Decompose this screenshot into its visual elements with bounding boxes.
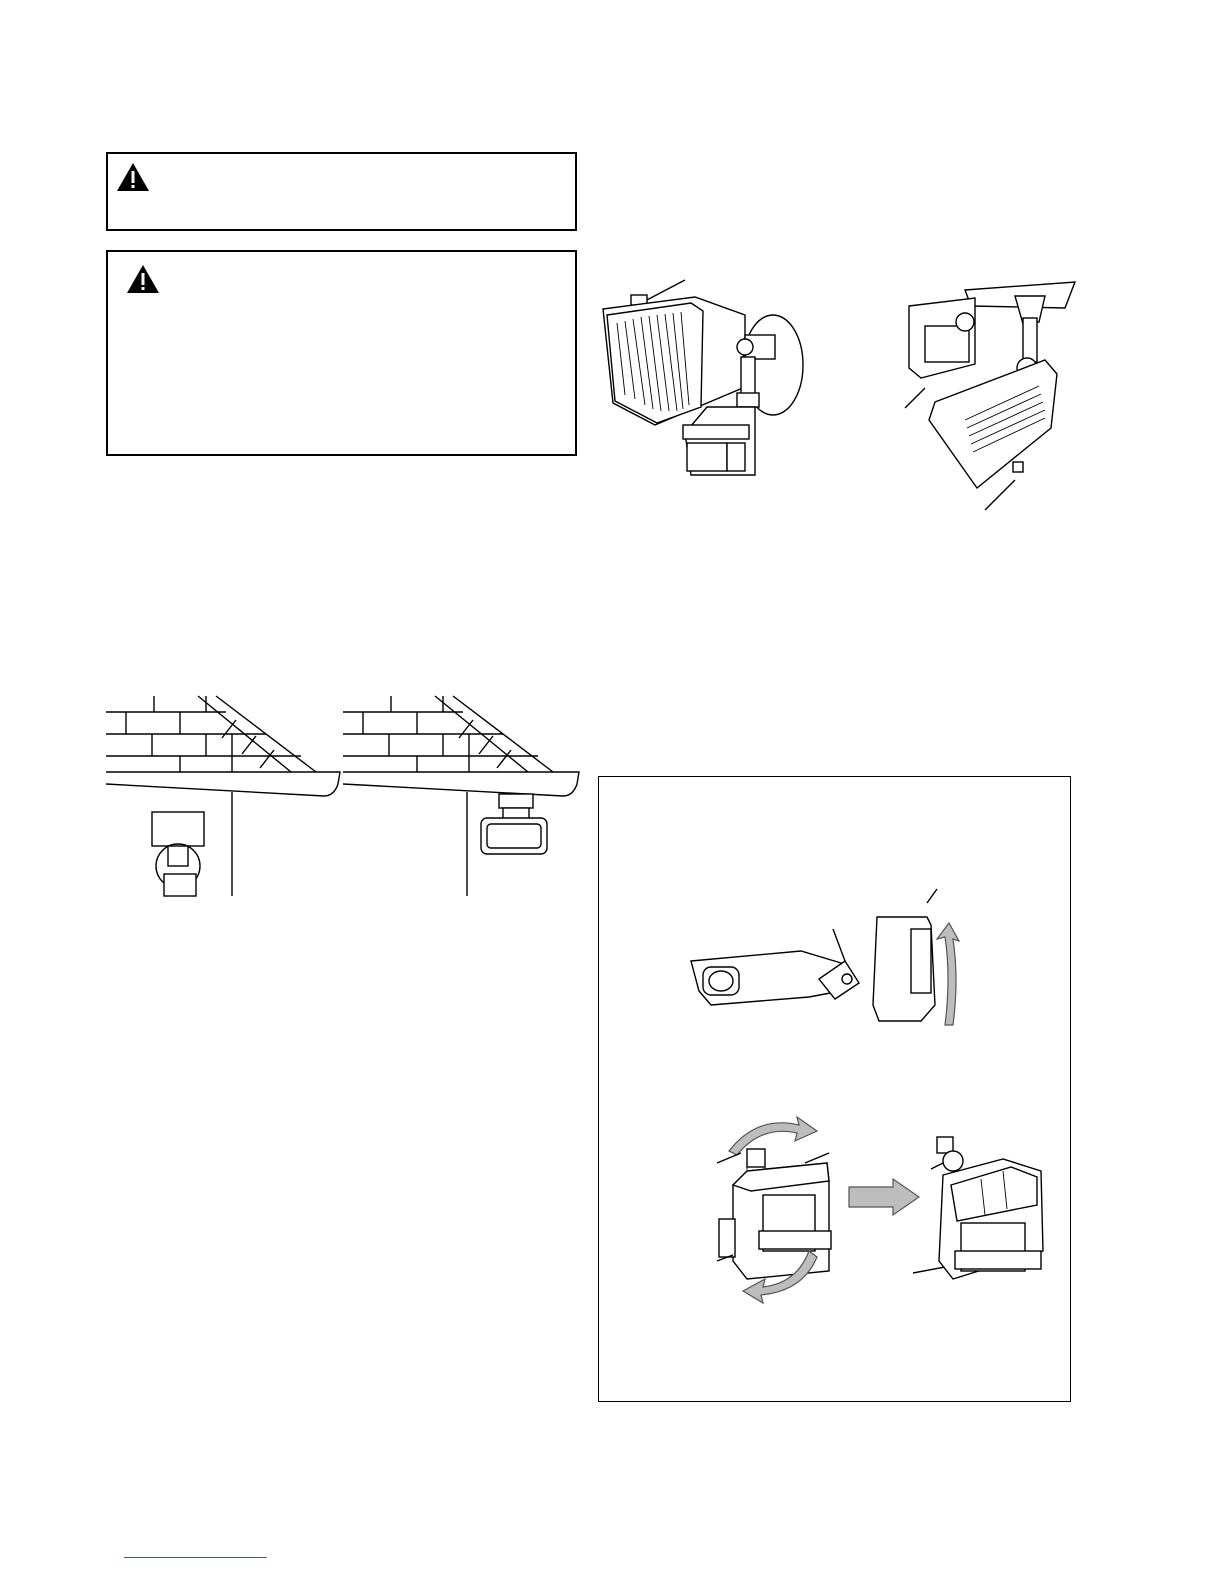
warning-box-2: [106, 250, 577, 456]
footer-link-underline[interactable]: [124, 1557, 267, 1558]
floodlight-front-figure: [595, 275, 835, 495]
warning-triangle-icon: [126, 264, 160, 294]
floodlight-underside-figure: [895, 278, 1095, 518]
sensor-assembled-figure: [913, 1131, 1053, 1301]
sensor-rotate-figure: [717, 1111, 857, 1301]
eave-mount-house-figure: [343, 696, 583, 896]
sensor-side-view-figure: [691, 887, 981, 1017]
right-arrow-icon: [847, 1177, 923, 1217]
warning-triangle-icon: [116, 162, 150, 192]
sensor-adjust-panel: [598, 776, 1071, 1402]
warning-box-1: [106, 152, 577, 231]
wall-mount-house-figure: [106, 696, 341, 896]
